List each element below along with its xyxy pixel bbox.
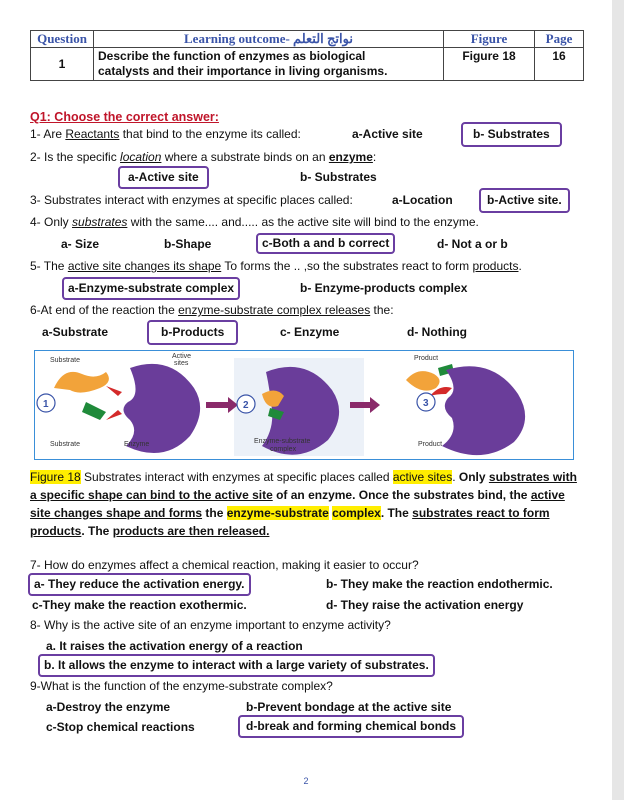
caption-highlight-complex: complex (332, 506, 381, 520)
q9-option-d[interactable]: d-break and forming chemical bonds (238, 715, 464, 738)
q9-option-b[interactable]: b-Prevent bondage at the active site (246, 700, 452, 714)
page-edge-shade (612, 0, 624, 800)
caption-bold-3: the (202, 506, 227, 520)
col-page: Page (535, 31, 584, 48)
question-4 (30, 215, 479, 230)
question-5 (30, 259, 522, 274)
question-1 (30, 127, 301, 142)
q2-keyword-2: enzyme (328, 150, 373, 164)
label-es-complex-1: Enzyme-substrate (254, 438, 311, 445)
q3-option-b[interactable]: b-Active site. (479, 188, 570, 213)
outcome-line-2: catalysts and their importance in living organisms. (98, 64, 388, 78)
caption-bold-5: . The (81, 524, 113, 538)
question-6 (30, 303, 394, 318)
q6-option-a[interactable]: a-Substrate (42, 325, 109, 339)
header-table (30, 30, 584, 81)
label-product-bottom: Product (418, 441, 443, 448)
page-ref: 16 (535, 48, 584, 81)
q5-keyword: active site changes its shape (67, 259, 222, 273)
caption-highlight-active-sites: active sites (392, 470, 453, 484)
q5-text: 5- The (30, 259, 68, 273)
caption-underline-1: substrates with a specific shape can bind to the active site (30, 470, 577, 502)
q5-text-mid: To forms the .. ,so the substrates react to form (221, 259, 473, 273)
q1-option-b[interactable]: b- Substrates (461, 122, 562, 147)
q6-option-b[interactable]: b-Products (147, 320, 238, 345)
label-sites: sites (174, 360, 189, 367)
q9-option-c[interactable]: c-Stop chemical reactions (46, 720, 195, 734)
q1-text: 1- Are (30, 127, 66, 141)
q4-option-c[interactable]: c-Both a and b correct (256, 233, 395, 254)
q5-keyword-2: products (472, 259, 519, 273)
caption-underline-4: products are then released. (112, 524, 270, 538)
col-figure: Figure (444, 31, 535, 48)
figure-ref: Figure 18 (444, 48, 535, 81)
label-substrate-top: Substrate (50, 357, 80, 364)
caption-bold-4: . The (380, 506, 413, 520)
q2-text-end: : (372, 150, 377, 164)
q5-option-a[interactable]: a-Enzyme-substrate complex (62, 277, 240, 300)
figure-caption (30, 468, 586, 540)
caption-highlight-es: enzyme-substrate (226, 506, 329, 520)
section-title: Q1: Choose the correct answer: (30, 110, 219, 124)
question-8: 8- Why is the active site of an enzyme important to enzyme activity? (30, 618, 391, 632)
caption-underline-3: substrates react to form products (30, 506, 550, 538)
caption-text-2: . (452, 470, 459, 484)
label-es-complex-2: complex (270, 446, 297, 453)
label-substrate-bottom: Substrate (50, 441, 80, 448)
question-3: 3- Substrates interact with enzymes at specific places called: (30, 193, 353, 207)
label-active: Active (172, 353, 192, 360)
caption-text-1: Substrates interact with enzymes at specific places called (80, 470, 393, 484)
q2-keyword: location (120, 150, 162, 164)
q2-text: 2- Is the specific (30, 150, 121, 164)
q4-keyword: substrates (72, 215, 128, 229)
q5-option-b[interactable]: b- Enzyme-products complex (300, 281, 468, 295)
col-question: Question (31, 31, 94, 48)
q6-keyword: enzyme-substrate complex releases (178, 303, 371, 317)
q6-text-end: the: (370, 303, 394, 317)
q2-text-mid: where a substrate binds on an (161, 150, 329, 164)
q7-option-c[interactable]: c-They make the reaction exothermic. (32, 598, 247, 612)
q4-option-d[interactable]: d- Not a or b (437, 237, 508, 251)
step-2-number: 2 (243, 400, 249, 411)
learning-outcome (94, 48, 444, 81)
q1-option-a[interactable]: a-Active site (352, 127, 423, 141)
page-number: 2 (303, 776, 309, 786)
step-3-number: 3 (423, 398, 429, 409)
caption-underline-2: active site changes shape and forms (30, 488, 565, 520)
question-7: 7- How do enzymes affect a chemical reaction, making it easier to occur? (30, 558, 419, 572)
q7-option-a[interactable]: a- They reduce the activation energy. (28, 573, 251, 596)
caption-bold-1: Only (458, 470, 486, 484)
q5-text-end: . (518, 259, 522, 273)
outcome-line-1: Describe the function of enzymes as biological (98, 49, 366, 63)
question-number: 1 (31, 48, 94, 81)
q2-option-a[interactable]: a-Active site (118, 166, 209, 189)
q4-text: 4- Only (30, 215, 73, 229)
q6-option-d[interactable]: d- Nothing (407, 325, 467, 339)
col-learning-outcome: Learning outcome- نواتج التعلم (94, 31, 444, 48)
figure-label: Figure 18 (30, 470, 81, 484)
caption-bold-2: of an enzyme. Once the substrates bind, the (272, 488, 531, 502)
q8-option-a[interactable]: a. It raises the activation energy of a reaction (46, 639, 303, 653)
question-9: 9-What is the function of the enzyme-substrate complex? (30, 679, 333, 693)
q9-option-a[interactable]: a-Destroy the enzyme (46, 700, 171, 714)
q2-option-b[interactable]: b- Substrates (300, 170, 377, 184)
q1-text-end: that bind to the enzyme its called: (119, 127, 301, 141)
q4-option-b[interactable]: b-Shape (164, 237, 212, 251)
q4-text-end: with the same.... and..... as the active site will bind to the enzyme. (127, 215, 479, 229)
q6-option-c[interactable]: c- Enzyme (280, 325, 340, 339)
q1-keyword: Reactants (65, 127, 120, 141)
q8-option-b[interactable]: b. It allows the enzyme to interact with a large variety of substrates. (38, 654, 435, 677)
enzyme-action-diagram (34, 350, 574, 460)
q3-option-a[interactable]: a-Location (392, 193, 453, 207)
q4-option-a[interactable]: a- Size (61, 237, 100, 251)
q7-option-d[interactable]: d- They raise the activation energy (326, 598, 524, 612)
label-product-top: Product (414, 355, 439, 362)
question-2 (30, 150, 376, 165)
step-1-number: 1 (43, 399, 49, 410)
q6-text: 6-At end of the reaction the (30, 303, 179, 317)
label-enzyme: Enzyme (124, 441, 150, 448)
q7-option-b[interactable]: b- They make the reaction endothermic. (326, 577, 553, 591)
